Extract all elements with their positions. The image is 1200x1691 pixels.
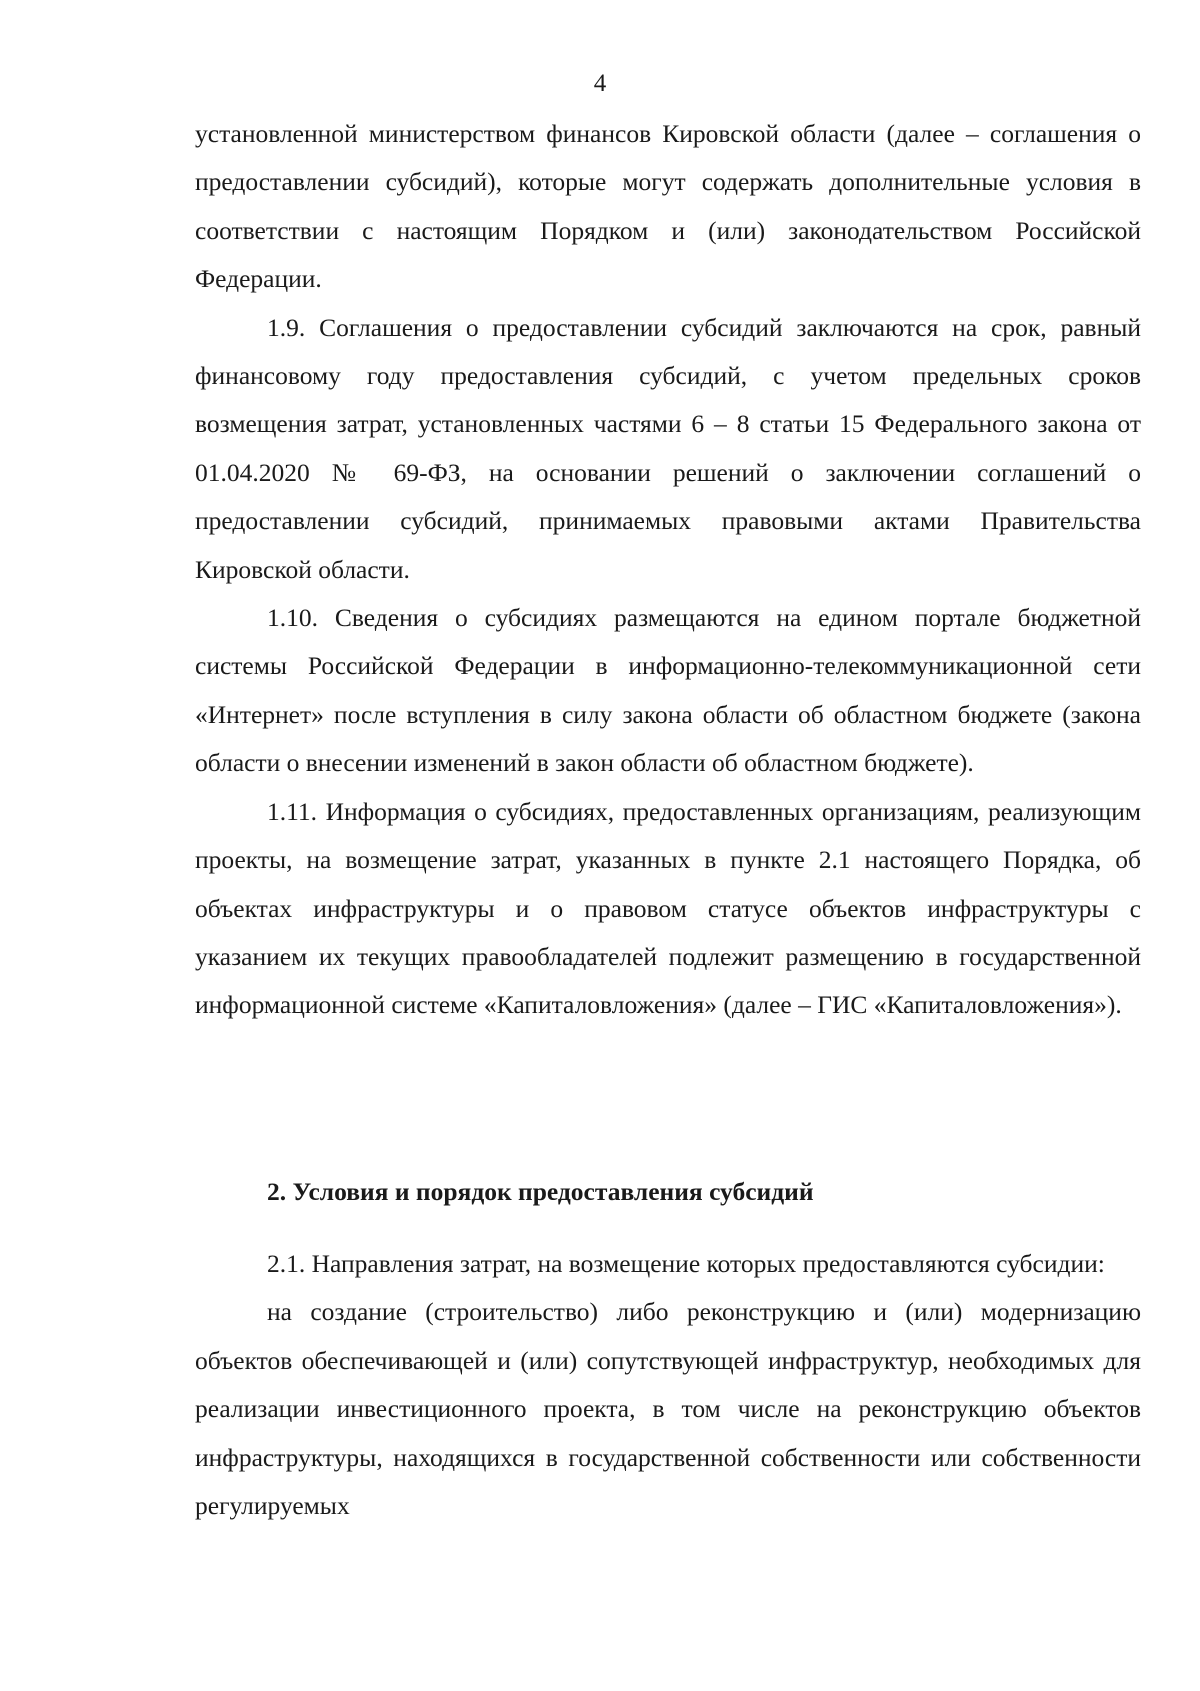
body-text-after-heading: [195, 1240, 1141, 1530]
paragraph-1-9: 1.9. Соглашения о предоставлении субсидий заключаются на срок, равный финансовому году предоставления субсидий, с учетом предельных сроков возмещения затрат, установленных частями 6 – 8 статьи 15 Федерального закона от 01.04.2020 № 69-ФЗ, на основании решений о заключении соглашений о предоставлении субсидий, принимаемых правовыми актами Правительства Кировской области.: [195, 312, 1141, 584]
body-text-before-heading: [195, 110, 1141, 1030]
paragraph-1-10: 1.10. Сведения о субсидиях размещаются на едином портале бюджетной системы Российской Федерации в информационно-телекоммуникационной сети «Интернет» после вступления в силу закона области об областном бюджете (закона области о внесении изменений в закон области об областном бюджете).: [195, 603, 1141, 778]
paragraph-continuation: установленной министерством финансов Кировской области (далее – соглашения о предоставлении субсидий), которые могут содержать дополнительные условия в соответствии с настоящим Порядком и (или) законодательством Российской Федерации.: [195, 119, 1141, 294]
section-heading: 2. Условия и порядок предоставления субсидий: [267, 1177, 814, 1206]
page-number: 4: [593, 70, 607, 97]
paragraph-2-1: 2.1. Направления затрат, на возмещение которых предоставляются субсидии:: [267, 1249, 1105, 1278]
paragraph-2-1-item: на создание (строительство) либо реконструкцию и (или) модернизацию объектов обеспечивающей и (или) сопутствующей инфраструктур, необходимых для реализации инвестиционного проекта, в том числе на реконструкцию объектов инфраструктуры, находящихся в государственной собственности или собственности регулируемых: [195, 1297, 1141, 1521]
paragraph-1-11: 1.11. Информация о субсидиях, предоставленных организациям, реализующим проекты, на возмещение затрат, указанных в пункте 2.1 настоящего Порядка, об объектах инфраструктуры и о правовом статусе объектов инфраструктуры с указанием их текущих правообладателей подлежит размещению в государственной информационной системе «Капиталовложения» (далее – ГИС «Капиталовложения»).: [195, 796, 1141, 1020]
